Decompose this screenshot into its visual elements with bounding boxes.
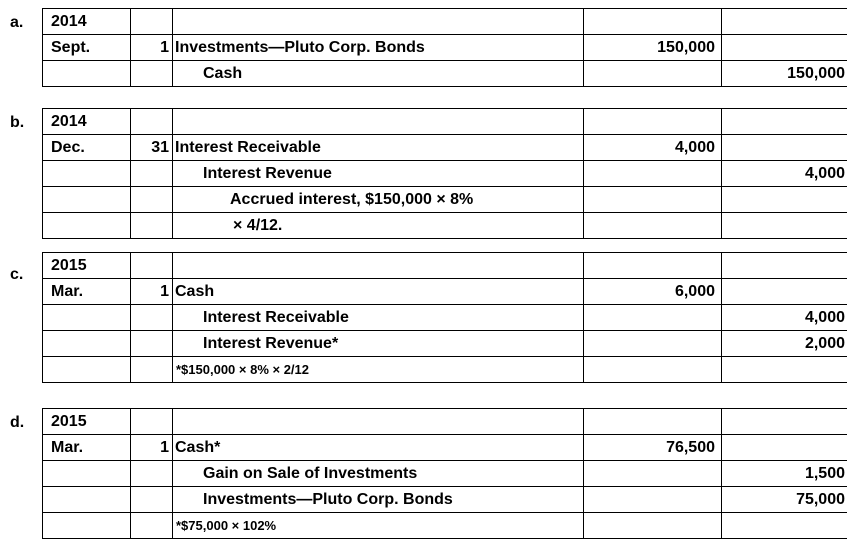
table-row xyxy=(43,213,847,239)
account-cell: Cash xyxy=(173,61,584,87)
debit-cell xyxy=(584,357,722,383)
day-cell xyxy=(131,213,173,239)
account-cell: Interest Revenue* xyxy=(173,331,584,357)
day-cell xyxy=(131,331,173,357)
date-cell: 2014 xyxy=(43,9,131,35)
credit-cell xyxy=(722,513,847,539)
credit-cell: 150,000 xyxy=(722,61,847,87)
day-cell xyxy=(131,253,173,279)
credit-cell xyxy=(722,435,847,461)
debit-cell xyxy=(584,487,722,513)
date-cell: Mar. xyxy=(43,279,131,305)
date-cell: 2014 xyxy=(43,109,131,135)
debit-cell: 6,000 xyxy=(584,279,722,305)
day-cell xyxy=(131,161,173,187)
account-cell: Interest Receivable xyxy=(173,135,584,161)
debit-cell: 4,000 xyxy=(584,135,722,161)
journal-entry-a xyxy=(42,8,847,87)
day-cell: 31 xyxy=(131,135,173,161)
credit-cell: 2,000 xyxy=(722,331,847,357)
table-row xyxy=(43,9,847,35)
account-cell xyxy=(173,9,584,35)
table-row xyxy=(43,61,847,87)
section-label-a: a. xyxy=(10,14,24,31)
credit-cell xyxy=(722,35,847,61)
debit-cell xyxy=(584,331,722,357)
credit-cell xyxy=(722,187,847,213)
table-row xyxy=(43,487,847,513)
date-cell xyxy=(43,161,131,187)
explanation-cell: Accrued interest, $150,000 × 8% xyxy=(173,187,584,213)
table-row xyxy=(43,253,847,279)
date-cell xyxy=(43,331,131,357)
date-cell xyxy=(43,487,131,513)
debit-cell xyxy=(584,187,722,213)
table-row xyxy=(43,109,847,135)
footnote-cell: *$150,000 × 8% × 2/12 xyxy=(173,357,584,383)
credit-cell xyxy=(722,135,847,161)
debit-cell xyxy=(584,61,722,87)
account-cell: Gain on Sale of Investments xyxy=(173,461,584,487)
account-cell xyxy=(173,409,584,435)
credit-cell: 1,500 xyxy=(722,461,847,487)
account-cell: Interest Revenue xyxy=(173,161,584,187)
account-cell xyxy=(173,253,584,279)
credit-cell: 4,000 xyxy=(722,305,847,331)
account-cell xyxy=(173,109,584,135)
day-cell: 1 xyxy=(131,279,173,305)
day-cell xyxy=(131,513,173,539)
journal-entry-d xyxy=(42,408,847,539)
date-cell: 2015 xyxy=(43,253,131,279)
table-row xyxy=(43,409,847,435)
day-cell xyxy=(131,487,173,513)
table-row xyxy=(43,187,847,213)
debit-cell xyxy=(584,161,722,187)
date-cell xyxy=(43,513,131,539)
credit-cell xyxy=(722,357,847,383)
credit-cell xyxy=(722,213,847,239)
account-cell: Cash xyxy=(173,279,584,305)
date-cell xyxy=(43,461,131,487)
table-row xyxy=(43,279,847,305)
debit-cell xyxy=(584,213,722,239)
journal-entry-b xyxy=(42,108,847,239)
journal-entry-c xyxy=(42,252,847,383)
date-cell xyxy=(43,213,131,239)
table-row xyxy=(43,461,847,487)
account-cell: Investments—Pluto Corp. Bonds xyxy=(173,35,584,61)
credit-cell: 4,000 xyxy=(722,161,847,187)
date-cell xyxy=(43,305,131,331)
date-cell: 2015 xyxy=(43,409,131,435)
date-cell: Sept. xyxy=(43,35,131,61)
table-row xyxy=(43,513,847,539)
table-row xyxy=(43,35,847,61)
day-cell xyxy=(131,187,173,213)
credit-cell xyxy=(722,9,847,35)
day-cell xyxy=(131,305,173,331)
day-cell xyxy=(131,9,173,35)
debit-cell xyxy=(584,305,722,331)
table-row xyxy=(43,305,847,331)
day-cell xyxy=(131,357,173,383)
debit-cell xyxy=(584,461,722,487)
debit-cell: 76,500 xyxy=(584,435,722,461)
credit-cell xyxy=(722,253,847,279)
table-row xyxy=(43,357,847,383)
debit-cell xyxy=(584,253,722,279)
credit-cell xyxy=(722,109,847,135)
date-cell xyxy=(43,187,131,213)
day-cell xyxy=(131,109,173,135)
day-cell xyxy=(131,61,173,87)
section-label-d: d. xyxy=(10,414,25,431)
table-row xyxy=(43,435,847,461)
debit-cell: 150,000 xyxy=(584,35,722,61)
date-cell xyxy=(43,61,131,87)
account-cell: Investments—Pluto Corp. Bonds xyxy=(173,487,584,513)
debit-cell xyxy=(584,513,722,539)
day-cell xyxy=(131,409,173,435)
account-cell: Interest Receivable xyxy=(173,305,584,331)
table-row xyxy=(43,135,847,161)
day-cell: 1 xyxy=(131,435,173,461)
credit-cell xyxy=(722,409,847,435)
footnote-cell: *$75,000 × 102% xyxy=(173,513,584,539)
credit-cell: 75,000 xyxy=(722,487,847,513)
section-label-b: b. xyxy=(10,114,25,131)
explanation-cell: × 4/12. xyxy=(173,213,584,239)
debit-cell xyxy=(584,109,722,135)
table-row xyxy=(43,331,847,357)
credit-cell xyxy=(722,279,847,305)
date-cell: Dec. xyxy=(43,135,131,161)
date-cell xyxy=(43,357,131,383)
day-cell xyxy=(131,461,173,487)
day-cell: 1 xyxy=(131,35,173,61)
table-row xyxy=(43,161,847,187)
section-label-c: c. xyxy=(10,266,24,283)
date-cell: Mar. xyxy=(43,435,131,461)
debit-cell xyxy=(584,409,722,435)
account-cell: Cash* xyxy=(173,435,584,461)
debit-cell xyxy=(584,9,722,35)
